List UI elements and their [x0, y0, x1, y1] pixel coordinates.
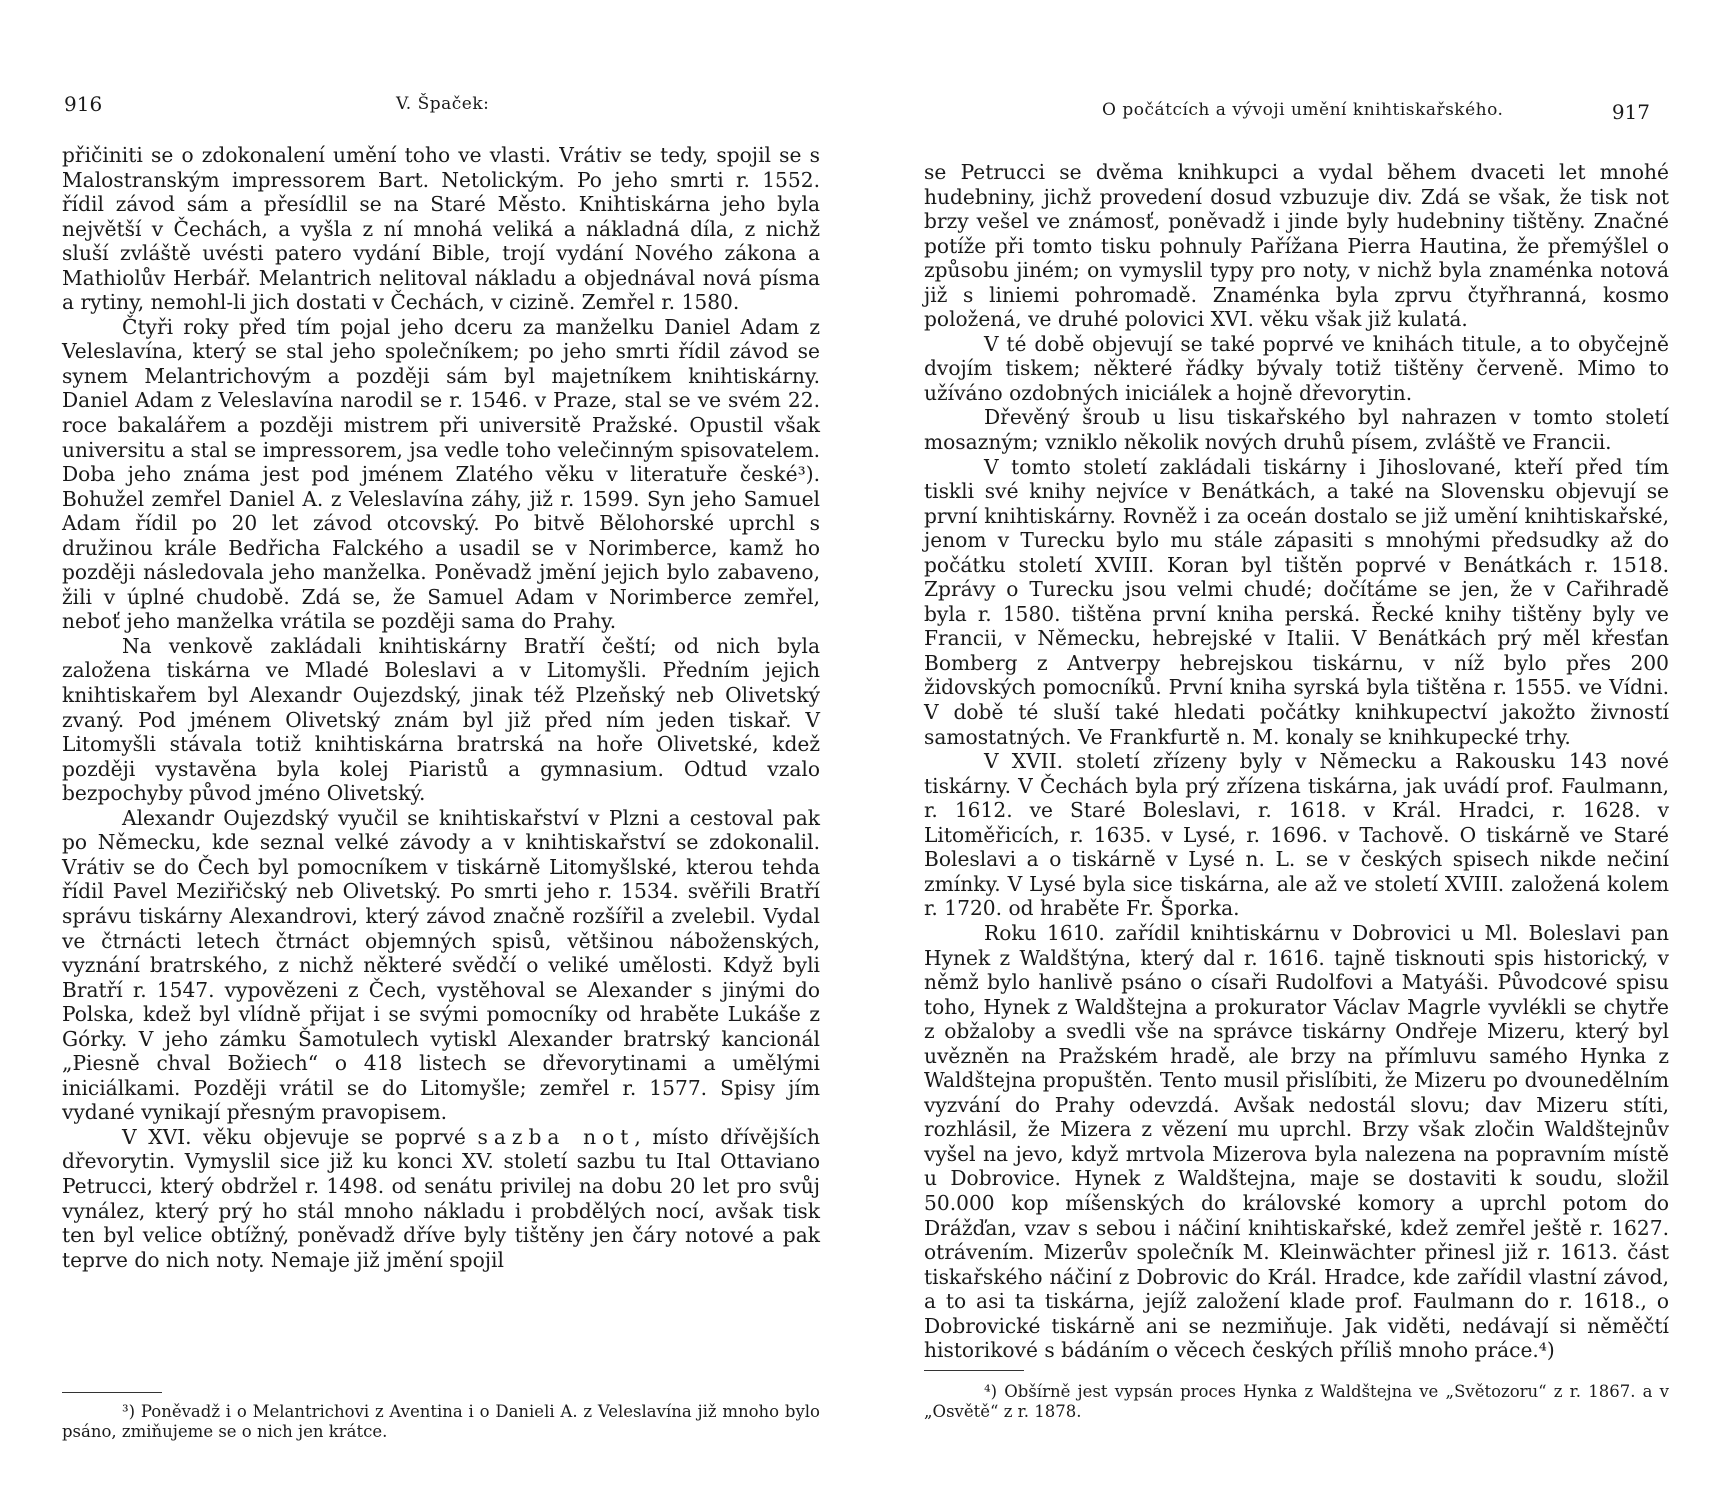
paragraph: Čtyři roky před tím pojal jeho dceru za manželku Daniel Adam z Veleslavína, který se stal jeho společníkem; po jeho smrti řídil závod se synem Melantrichovým a později sám byl majetníkem knihtiskárny. Daniel Adam z Veleslavína narodil se r. 1546. v Praze, stal se ve svém 22. roce bakalářem a později mistrem při universitě Pražské. Opustil však universitu a stal se impressorem, jsa vedle toho velečinným spisovatelem. Doba jeho známa jest pod jménem Zlatého věku v literatuře české³). Bohužel zemřel Daniel A. z Veleslavína záhy, již r. 1599. Syn jeho Samuel Adam řídil po 20 let závod otcovský. Po bitvě Bělohorské uprchl s družinou krále Bedřicha Falckého a usadil se v Norimberce, kamž ho později následovala jeho manželka. Poněvadž jmění jejich bylo zabaveno, žili v úplné chudobě. Zdá se, že Samuel Adam v Norimberce zemřel, neboť jeho manželka vrátila se později sama do Prahy.	[62, 314, 820, 634]
left-page-body	[62, 143, 820, 1272]
right-page	[924, 0, 1674, 1500]
paragraph: Dřevěný šroub u lisu tiskařského byl nahrazen v tomto století mosazným; vzniklo několik nových druhů písem, zvláště ve Francii.	[924, 405, 1669, 455]
paragraph: Na venkově zakládali knihtiskárny Bratří čeští; od nich byla založena tiskárna ve Mladé Boleslavi a v Litomyšli. Předním jejich knihtiskařem byl Alexandr Oujezdský, jinak též Plzeňský neb Olivetský zvaný. Pod jménem Olivetský znám byl již před ním jeden tiskař. V Litomyšli stávala totiž knihtiskárna bratrská na hoře Olivetské, kdež později vystavěna byla kolej Piaristů a gymnasium. Odtud vzalo bezpochyby původ jméno Olivetský.	[62, 633, 820, 806]
left-page-number: 916	[64, 92, 103, 116]
right-page-body	[924, 160, 1669, 1363]
paragraph: se Petrucci se dvěma knihkupci a vydal během dvaceti let mnohé hudebniny, jichž provedení dosud vzbuzuje div. Zdá se však, že tisk not brzy vešel ve známosť, poněvadž i jinde byly hudebniny tištěny. Značné potíže při tomto tisku pohnuly Pařížana Pierra Hautina, že přemýšlel o způsobu jiném; on vymyslil typy pro noty, v nichž byla znaménka notová již s liniemi pohromadě. Znaménka byla zprvu čtyřhranná, kosmo položená, ve druhé polovici XVI. věku však již kulatá.	[924, 160, 1669, 332]
right-running-head: O počátcích a vývoji umění knihtiskařského.	[1102, 100, 1504, 120]
footnote-text: ⁴) Obšírně jest vypsán proces Hynka z Waldštejna ve „Světozoru“ z r. 1867. a v „Osvětě“ z r. 1878.	[924, 1382, 1669, 1421]
footnote-rule	[62, 1392, 162, 1393]
right-page-number: 917	[1611, 100, 1650, 124]
paragraph: V XVII. století zřízeny byly v Německu a Rakousku 143 nové tiskárny. V Čechách byla prý zřízena tiskárna, jak uvádí prof. Faulmann, r. 1612. ve Staré Boleslavi, r. 1618. v Král. Hradci, r. 1628. v Litoměřicích, r. 1635. v Lysé, r. 1696. v Tachově. O tiskárně ve Staré Boleslavi a o tiskárně v Lysé n. L. se v českých spisech nikde nečiní zmínky. V Lysé byla sice tiskárna, ale až ve století XVIII. založená kolem r. 1720. od hraběte Fr. Šporka.	[924, 749, 1669, 921]
right-page-header	[924, 92, 1674, 122]
left-page	[28, 0, 818, 1500]
paragraph: Roku 1610. zařídil knihtiskárnu v Dobrovici u Ml. Boleslavi pan Hynek z Waldštýna, který dal r. 1616. tajně tisknouti spis historický, v němž bylo hanlivě psáno o císaři Rudolfovi a Matyáši. Původcové spisu toho, Hynek z Waldštejna a prokurator Václav Magrle vyvlékli se chytře z obžaloby a svedli vše na správce tiskárny Ondřeje Mizeru, který byl uvězněn na Pražském hradě, ale brzy na přímluvu samého Hynka z Waldštejna propuštěn. Tento musil přislíbiti, že Mizeru po dvounedělním vyzvání do Prahy odevzdá. Avšak nedostál slovu; dav Mizeru stíti, rozhlásil, že Mizera z vězení mu uprchl. Brzy však zločin Waldštejnův vyšel na jevo, když mrtvola Mizerova byla nalezena na popravním místě u Dobrovice. Hynek z Waldštejna, maje se dostaviti k soudu, složil 50.000 kop míšenských do královské komory a uprchl potom do Drážďan, vzav s sebou i náčiní knihtiskařské, kdež zemřel ještě r. 1627. otrávením. Mizerův společník M. Kleinwächter přinesl již r. 1613. část tiskařského náčiní z Dobrovic do Král. Hradce, kde zařídil vlastní závod, a to asi ta tiskárna, jejíž založení klade prof. Faulmann do r. 1618., o Dobrovické tiskárně ani se nezmiňuje. Jak viděti, nedávají si něměčtí historikové s bádáním o věcech českých příliš mnoho práce.⁴)	[924, 920, 1669, 1363]
footnote-text: ³) Poněvadž i o Melantrichovi z Aventina i o Danieli A. z Veleslavína již mnoho bylo psáno, zmiňujeme se o nich jen krátce.	[62, 1402, 820, 1441]
left-page-header	[28, 92, 818, 122]
paragraph: Alexandr Oujezdský vyučil se knihtiskařství v Plzni a cestoval pak po Německu, kde seznal velké závody a v knihtiskařství se zdokonalil. Vrátiv se do Čech byl pomocníkem v tiskárně Litomyšlské, kterou tehda řídil Pavel Meziřičský neb Olivetský. Po smrti jeho r. 1534. svěřili Bratří správu tiskárny Alexandrovi, který závod značně rozšířil a zvelebil. Vydal ve čtrnácti letech čtrnáct objemných spisů, většinou náboženských, vyznání bratrského, z nichž některé svědčí o veliké umělosti. Když byli Bratří r. 1547. vypovězeni z Čech, vystěhoval se Alexander s jinými do Polska, kdež byl vlídně přijat i se svými pomocníky od hraběte Lukáše z Górky. V jeho zámku Šamotulech vytiskl Alexander bratrský kancionál „Piesně chval Božiech“ o 418 listech se dřevorytinami a umělými iniciálkami. Později vrátil se do Litomyšle; zemřel r. 1577. Spisy jím vydané vynikají přesným pravopisem.	[62, 805, 820, 1125]
paragraph-lead: V XVI. věku objevuje se poprvé	[122, 1124, 466, 1149]
paragraph	[62, 1125, 820, 1272]
right-footnote	[924, 1382, 1669, 1422]
footnote-rule	[924, 1370, 1024, 1371]
paragraph: přičiniti se o zdokonalení umění toho ve vlasti. Vrátiv se tedy, spojil se s Malostranským impressorem Bart. Netolickým. Po jeho smrti r. 1552. řídil závod sám a přesídlil se na Staré Město. Knihtiskárna jeho byla největší v Čechách, a vyšla z ní mnohá veliká a nákladná díla, z nichž sluší zvláště uvésti patero vydání Bible, trojí vydání Nového zákona a Mathiolův Herbář. Melantrich nelitoval nákladu a objednával nová písma a rytiny, nemohl-li jich dostati v Čechách, v cizině. Zemřel r. 1580.	[62, 143, 820, 315]
left-footnote	[62, 1402, 820, 1442]
paragraph: V té době objevují se také poprvé ve knihách titule, a to obyčejně dvojím tiskem; některé řádky bývaly totiž tištěny červeně. Mimo to užíváno ozdobných iniciálek a hojně dřevorytin.	[924, 331, 1669, 405]
left-running-head: V. Špaček:	[396, 94, 490, 114]
spaced-emphasis: sazba not	[477, 1124, 635, 1149]
paragraph-rest: , místo dřívějších dřevorytin. Vymyslil sice již ku konci XV. století sazbu tu Ital Ottaviano Petrucci, který obdržel r. 1498. od senátu privilej na dobu 20 let pro svůj vynález, který prý ho stál mnoho nákladu i probdělých nocí, avšak tisk ten byl velice obtížný, poněvadž dříve byly tištěny jen čáry notové a pak teprve do nich noty. Nemaje již jmění spojil	[62, 1124, 820, 1272]
paragraph: V tomto století zakládali tiskárny i Jihoslované, kteří před tím tiskli své knihy nejvíce v Benátkách, a také na Slovensku objevují se první knihtiskárny. Rovněž i za oceán dostalo se již umění knihtiskařské, jenom v Turecku bylo mu stále zápasiti s mnohými předsudky až do počátku století XVIII. Koran byl tištěn poprvé v Benátkách r. 1518. Zprávy o Turecku jsou velmi chudé; dočítáme se jen, že v Cařihradě byla r. 1580. tištěna první kniha perská. Řecké knihy tištěny byly ve Francii, v Německu, hebrejské v Italii. V Benátkách prý měl křesťan Bomberg z Antverpy hebrejskou tiskárnu, v níž bylo přes 200 židovských pomocníků. První kniha syrská byla tištěna r. 1555. ve Vídni. V době té sluší také hledati počátky knihkupectví jakožto živností samostatných. Ve Frankfurtě n. M. konaly se knihkupecké trhy.	[924, 454, 1669, 749]
